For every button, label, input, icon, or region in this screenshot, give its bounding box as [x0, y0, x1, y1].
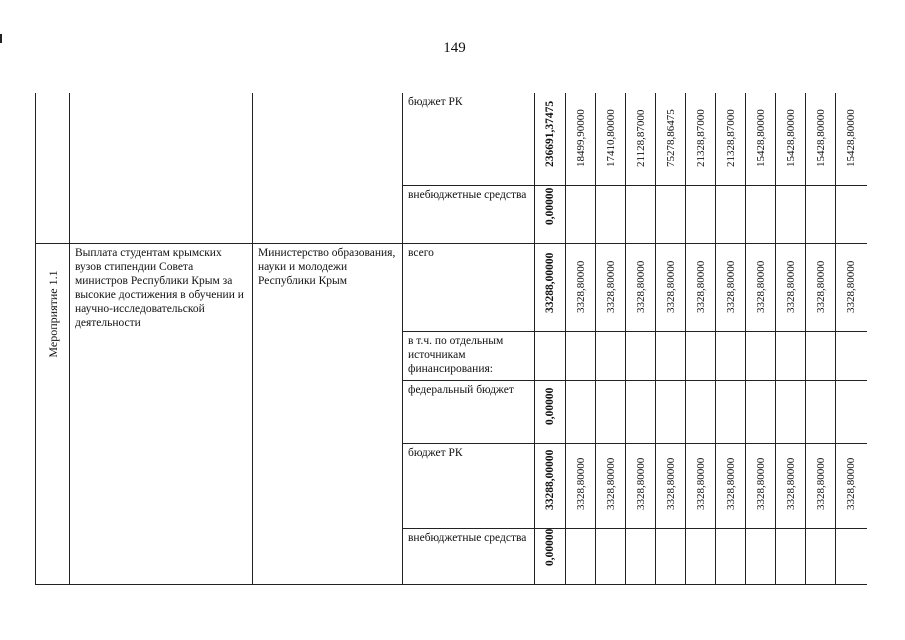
year-value-cell — [596, 244, 626, 332]
year-value-cell — [626, 381, 656, 444]
activity-label-cell-prev — [36, 93, 70, 244]
total-cell — [535, 381, 566, 444]
activity-description: Выплата студентам крымских вузов стипендии Совета министров Республики Крым за высокие достижения в обучении и научно-исследовательской деятельности — [75, 247, 244, 329]
funding-source-cell — [403, 93, 535, 186]
year-value-cell — [836, 381, 867, 444]
total-value: 0,00000 — [544, 528, 556, 566]
year-value: 21128,87000 — [634, 109, 647, 167]
year-value: 3328,80000 — [664, 260, 677, 313]
year-value-cell — [836, 93, 867, 186]
year-value-cell — [776, 332, 806, 381]
year-value-cell — [596, 381, 626, 444]
funding-source: всего — [408, 247, 434, 259]
executor: Министерство образования, науки и молодежи Республики Крым — [258, 247, 396, 287]
year-value-cell — [626, 244, 656, 332]
year-value-cell — [836, 529, 867, 585]
year-value: 3328,80000 — [845, 260, 858, 313]
year-value-cell — [626, 332, 656, 381]
year-value: 15428,80000 — [845, 109, 858, 167]
year-value-cell — [776, 186, 806, 244]
year-value-cell — [806, 381, 836, 444]
funding-source: внебюджетные средства — [408, 532, 527, 544]
year-value-cell — [686, 186, 716, 244]
funding-source-cell — [403, 444, 535, 529]
year-value: 15428,80000 — [814, 109, 827, 167]
year-value-cell — [596, 444, 626, 529]
year-value-cell — [776, 381, 806, 444]
total-cell — [535, 444, 566, 529]
funding-source: бюджет РК — [408, 447, 463, 459]
executor-cell-prev — [253, 93, 403, 244]
funding-source: в т.ч. по отдельным источникам финансирования: — [408, 335, 504, 375]
year-value-cell — [716, 93, 746, 186]
year-value-cell — [836, 444, 867, 529]
year-value-cell — [626, 444, 656, 529]
year-value: 21328,87000 — [724, 109, 737, 167]
year-value-cell — [596, 332, 626, 381]
year-value-cell — [686, 244, 716, 332]
year-value-cell — [716, 332, 746, 381]
total-cell — [535, 93, 566, 186]
year-value-cell — [746, 93, 776, 186]
total-value: 0,00000 — [544, 387, 556, 425]
year-value-cell — [656, 381, 686, 444]
year-value-cell — [626, 93, 656, 186]
year-value-cell — [806, 244, 836, 332]
total-value: 236691,37475 — [544, 100, 556, 167]
year-value-cell — [596, 93, 626, 186]
activity-description-cell-prev — [70, 93, 253, 244]
year-value: 3328,80000 — [845, 457, 858, 510]
funding-source-cell — [403, 332, 535, 381]
year-value: 3328,80000 — [604, 260, 617, 313]
year-value-cell — [806, 332, 836, 381]
year-value: 3328,80000 — [694, 457, 707, 510]
year-value: 3328,80000 — [604, 457, 617, 510]
year-value-cell — [806, 529, 836, 585]
total-cell — [535, 186, 566, 244]
year-value-cell — [686, 381, 716, 444]
year-value-cell — [566, 529, 596, 585]
year-value: 3328,80000 — [634, 457, 647, 510]
year-value-cell — [686, 332, 716, 381]
year-value: 3328,80000 — [634, 260, 647, 313]
activity-label-cell — [36, 244, 70, 585]
funding-source: внебюджетные средства — [408, 189, 527, 201]
total-cell — [535, 244, 566, 332]
total-value: 33288,00000 — [544, 252, 556, 313]
year-value-cell — [836, 332, 867, 381]
activity-description-cell — [70, 244, 253, 585]
year-value-cell — [566, 381, 596, 444]
financing-table — [35, 93, 867, 585]
year-value-cell — [566, 93, 596, 186]
year-value-cell — [716, 244, 746, 332]
table-row — [36, 244, 867, 332]
year-value-cell — [686, 444, 716, 529]
funding-source-cell — [403, 186, 535, 244]
executor-cell — [253, 244, 403, 585]
total-cell — [535, 529, 566, 585]
year-value-cell — [716, 381, 746, 444]
year-value-cell — [746, 186, 776, 244]
year-value-cell — [596, 186, 626, 244]
year-value: 3328,80000 — [724, 457, 737, 510]
year-value: 3328,80000 — [754, 260, 767, 313]
activity-label: Мероприятие 1.1 — [45, 270, 60, 358]
year-value-cell — [656, 444, 686, 529]
year-value-cell — [566, 186, 596, 244]
funding-source: бюджет РК — [408, 96, 463, 108]
year-value-cell — [746, 529, 776, 585]
year-value-cell — [776, 244, 806, 332]
year-value: 3328,80000 — [754, 457, 767, 510]
funding-source-cell — [403, 381, 535, 444]
year-value-cell — [716, 444, 746, 529]
year-value: 3328,80000 — [664, 457, 677, 510]
total-value: 33288,00000 — [544, 449, 556, 510]
year-value-cell — [566, 244, 596, 332]
year-value-cell — [656, 332, 686, 381]
year-value-cell — [656, 529, 686, 585]
year-value-cell — [656, 244, 686, 332]
year-value: 3328,80000 — [814, 457, 827, 510]
year-value-cell — [836, 244, 867, 332]
year-value-cell — [806, 93, 836, 186]
year-value-cell — [776, 529, 806, 585]
year-value-cell — [836, 186, 867, 244]
page-number: 149 — [443, 40, 466, 56]
funding-source-cell — [403, 529, 535, 585]
year-value-cell — [746, 244, 776, 332]
year-value-cell — [566, 332, 596, 381]
year-value: 21328,87000 — [694, 109, 707, 167]
total-value: 0,00000 — [544, 187, 556, 225]
funding-source: федеральный бюджет — [408, 384, 514, 396]
year-value-cell — [656, 93, 686, 186]
year-value: 75278,86475 — [664, 109, 677, 167]
year-value: 3328,80000 — [574, 260, 587, 313]
year-value-cell — [626, 529, 656, 585]
year-value: 3328,80000 — [694, 260, 707, 313]
year-value-cell — [626, 186, 656, 244]
year-value-cell — [746, 332, 776, 381]
year-value-cell — [716, 186, 746, 244]
year-value: 3328,80000 — [784, 260, 797, 313]
year-value: 15428,80000 — [784, 109, 797, 167]
year-value-cell — [686, 529, 716, 585]
funding-source-cell — [403, 244, 535, 332]
table-row — [36, 93, 867, 186]
year-value-cell — [686, 93, 716, 186]
year-value: 3328,80000 — [784, 457, 797, 510]
year-value: 3328,80000 — [814, 260, 827, 313]
year-value: 3328,80000 — [574, 457, 587, 510]
year-value: 3328,80000 — [724, 260, 737, 313]
year-value-cell — [746, 381, 776, 444]
year-value-cell — [596, 529, 626, 585]
year-value: 15428,80000 — [754, 109, 767, 167]
year-value-cell — [566, 444, 596, 529]
year-value-cell — [806, 444, 836, 529]
year-value: 18499,90000 — [574, 109, 587, 167]
year-value-cell — [776, 93, 806, 186]
year-value-cell — [746, 444, 776, 529]
year-value: 17410,80000 — [604, 109, 617, 167]
year-value-cell — [776, 444, 806, 529]
year-value-cell — [806, 186, 836, 244]
total-cell — [535, 332, 566, 381]
year-value-cell — [716, 529, 746, 585]
year-value-cell — [656, 186, 686, 244]
